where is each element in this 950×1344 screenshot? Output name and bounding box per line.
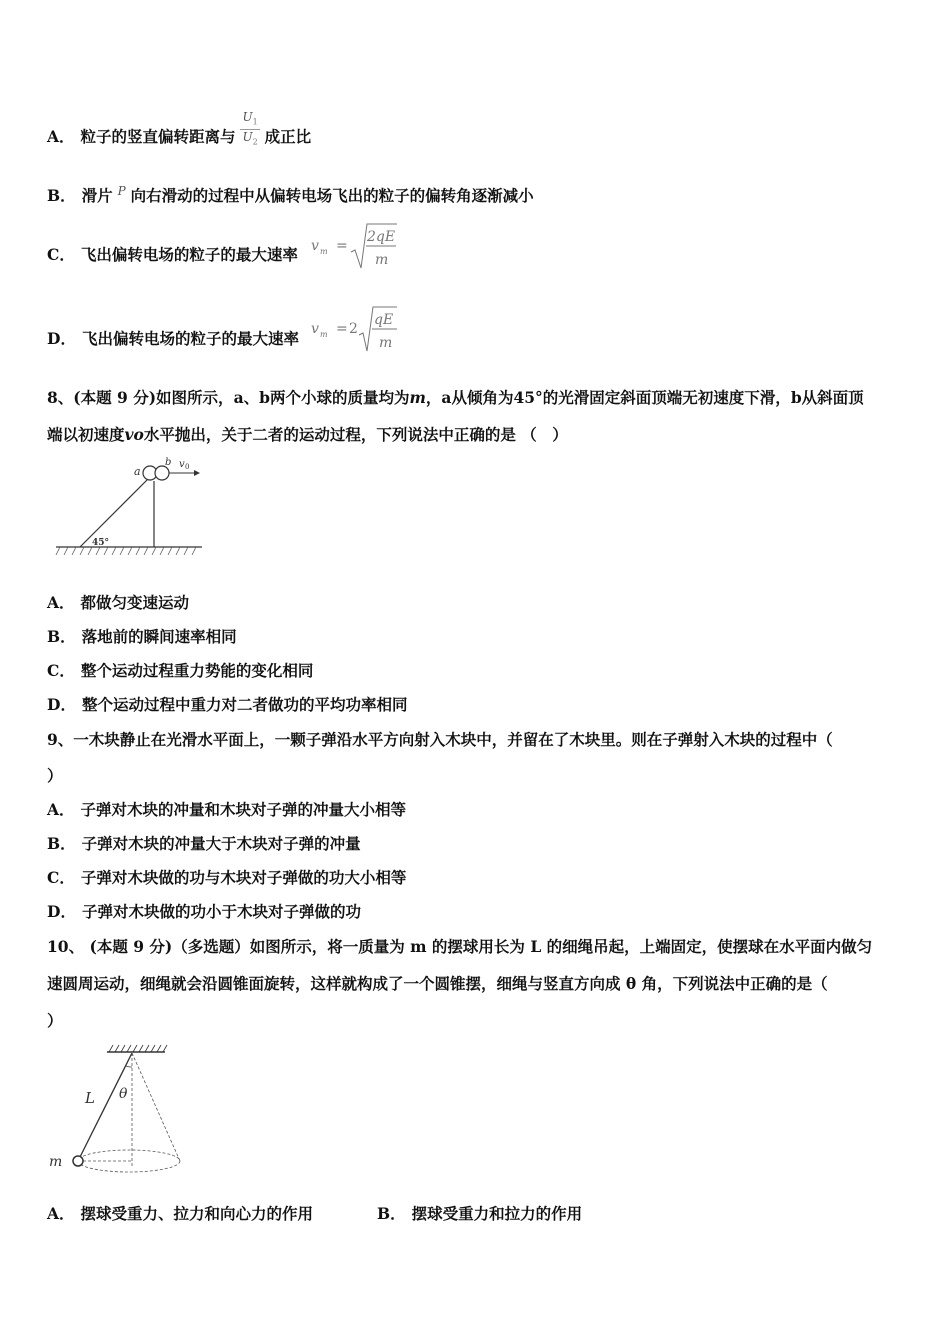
option-text: 滑片 bbox=[81, 186, 113, 205]
svg-text:m: m bbox=[320, 247, 328, 256]
q10-option-b: B． 摆球受重力和拉力的作用 bbox=[377, 1204, 583, 1223]
q7-option-d bbox=[47, 328, 299, 350]
option-label: C． bbox=[47, 245, 75, 264]
svg-text:v: v bbox=[311, 238, 319, 254]
q7-option-b bbox=[47, 185, 534, 208]
formula-d-svg bbox=[311, 305, 401, 355]
q8-figure bbox=[52, 455, 217, 569]
fraction-u1-u2: $\frac{U_1}{U_2}$ bbox=[242, 110, 258, 147]
q10-figure bbox=[45, 1040, 190, 1189]
q7-option-a bbox=[47, 110, 312, 158]
q8-option-c: C． 整个运动过程重力势能的变化相同 bbox=[47, 661, 314, 680]
svg-text:a: a bbox=[134, 465, 141, 478]
q9-stem-line2: ） bbox=[47, 766, 63, 785]
q9-option-c: C． 子弹对木块做的功与木块对子弹做的功大小相等 bbox=[47, 868, 407, 887]
svg-text:2: 2 bbox=[349, 321, 358, 337]
q8-option-b: B． 落地前的瞬间速率相同 bbox=[47, 627, 237, 646]
q7-option-c bbox=[47, 244, 298, 266]
q9-option-a: A． 子弹对木块的冲量和木块对子弹的冲量大小相等 bbox=[47, 800, 407, 819]
q10-stem-line1: 10、 (本题 9 分)（多选题）如图所示，将一质量为 m 的摆球用长为 L 的细绳吊起，上端固定，使摆球在水平面内做匀 bbox=[47, 937, 873, 956]
math-p: P bbox=[117, 184, 126, 198]
option-text: 飞出偏转电场的粒子的最大速率 bbox=[80, 245, 298, 264]
svg-text:0: 0 bbox=[185, 463, 190, 471]
formula-c-svg bbox=[311, 222, 401, 272]
svg-text:θ: θ bbox=[119, 1086, 128, 1102]
svg-text:m: m bbox=[49, 1154, 63, 1170]
q9-stem-line1: 9、一木块静止在光滑水平面上，一颗子弹沿水平方向射入木块中，并留在了木块里。则在子弹射入木块的过程中（ bbox=[47, 730, 833, 749]
q8-option-a: A． 都做匀变速运动 bbox=[47, 593, 190, 612]
formula-d bbox=[311, 305, 401, 359]
q8-stem-line1: 8、(本题 9 分)如图所示，a、b两个小球的质量均为m，a从倾角为45°的光滑固定斜面顶端无初速度下滑，b从斜面顶 bbox=[47, 388, 864, 407]
q9-option-d: D． 子弹对木块做的功小于木块对子弹做的功 bbox=[47, 902, 361, 921]
svg-text:v: v bbox=[311, 321, 319, 337]
svg-text:qE: qE bbox=[374, 312, 394, 328]
q10-stem-line2: 速圆周运动，细绳就会沿圆锥面旋转，这样就构成了一个圆锥摆，细绳与竖直方向成 θ 角，下列说法中正确的是（ bbox=[47, 974, 828, 993]
svg-text:m: m bbox=[375, 252, 389, 268]
q9-option-b: B． 子弹对木块的冲量大于木块对子弹的冲量 bbox=[47, 834, 361, 853]
svg-text:45°: 45° bbox=[92, 538, 110, 548]
svg-text:m: m bbox=[379, 335, 393, 351]
svg-text:=: = bbox=[336, 238, 348, 254]
incline-diagram bbox=[52, 455, 217, 565]
svg-text:m: m bbox=[320, 330, 328, 339]
svg-text:b: b bbox=[165, 457, 172, 468]
svg-text:2qE: 2qE bbox=[367, 229, 396, 245]
option-label: B． bbox=[47, 186, 76, 205]
q10-stem-line3: ） bbox=[47, 1011, 63, 1030]
option-label: A． bbox=[47, 126, 75, 146]
option-text-after: 成正比 bbox=[264, 126, 312, 146]
svg-text:L: L bbox=[85, 1089, 95, 1107]
option-text: 粒子的竖直偏转距离与 bbox=[80, 126, 236, 146]
option-text-after: 向右滑动的过程中从偏转电场飞出的粒子的偏转角逐渐减小 bbox=[130, 186, 534, 205]
option-label: D． bbox=[47, 329, 76, 348]
q8-option-d: D． 整个运动过程中重力对二者做功的平均功率相同 bbox=[47, 695, 408, 714]
q8-stem-line2: 端以初速度vo水平抛出，关于二者的运动过程，下列说法中正确的是 （ ） bbox=[47, 425, 568, 444]
svg-text:=: = bbox=[336, 321, 348, 337]
conical-pendulum-diagram bbox=[45, 1040, 190, 1185]
q10-option-a: A． 摆球受重力、拉力和向心力的作用 bbox=[47, 1204, 314, 1223]
option-text: 飞出偏转电场的粒子的最大速率 bbox=[81, 329, 299, 348]
formula-c bbox=[311, 222, 401, 276]
svg-text:v: v bbox=[179, 459, 185, 470]
